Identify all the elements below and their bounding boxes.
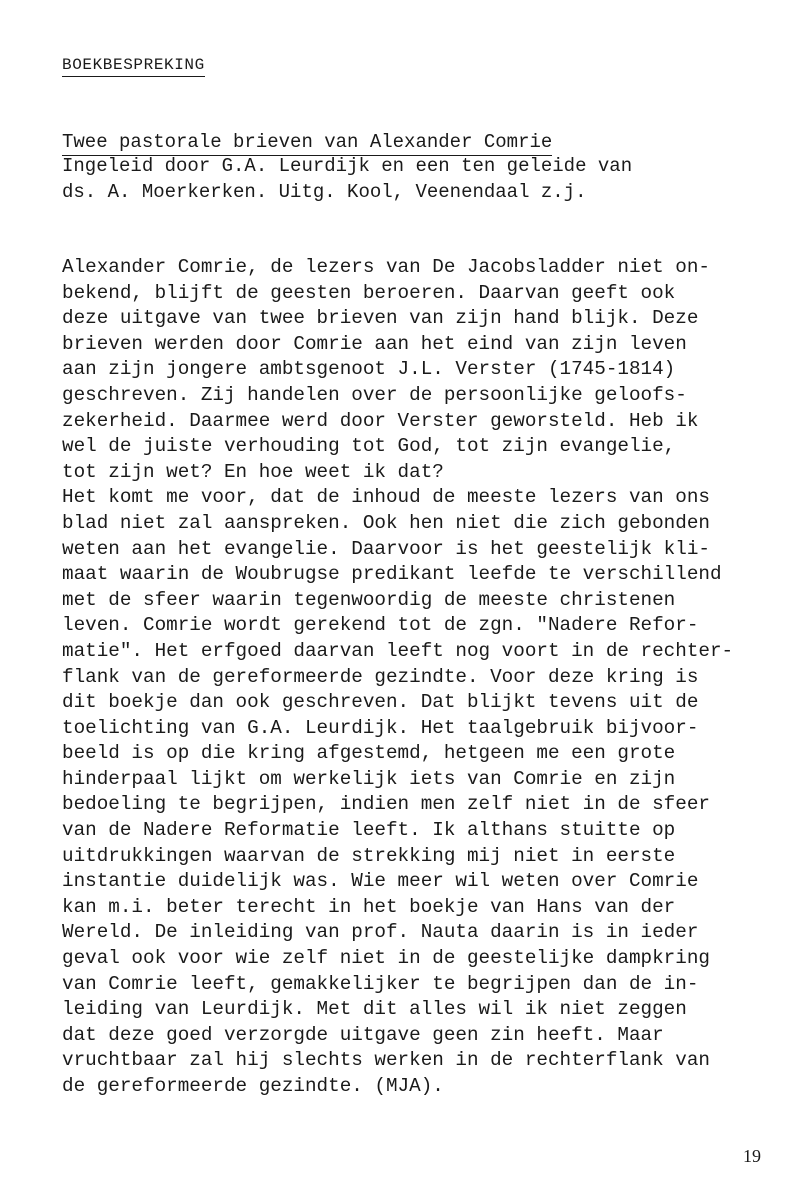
body-line: vruchtbaar zal hij slechts werken in de rechterflank van [62,1049,710,1072]
body-line: flank van de gereformeerde gezindte. Voor deze kring is [62,665,699,688]
body-line: beeld is op die kring afgestemd, hetgeen me een grote [62,742,676,765]
book-subtitle-line: ds. A. Moerkerken. Uitg. Kool, Veenendaal z.j. [62,181,587,203]
body-line: blad niet zal aanspreken. Ook hen niet die zich gebonden [62,511,710,534]
body-line: bekend, blijft de geesten beroeren. Daarvan geeft ook [62,281,676,304]
body-line: geval ook voor wie zelf niet in de geestelijke dampkring [62,947,710,970]
body-line: dit boekje dan ook geschreven. Dat blijkt tevens uit de [62,691,699,714]
body-line: weten aan het evangelie. Daarvoor is het geestelijk kli- [62,537,710,560]
body-line: bedoeling te begrijpen, indien men zelf niet in de sfeer [62,793,710,816]
book-subtitle-line: Ingeleid door G.A. Leurdijk en een ten geleide van [62,155,633,177]
body-line: hinderpaal lijkt om werkelijk iets van Comrie en zijn [62,767,676,790]
body-line: matie". Het erfgoed daarvan leeft nog voort in de rechter- [62,639,734,662]
body-line: toelichting van G.A. Leurdijk. Het taalgebruik bijvoor- [62,716,699,739]
body-line: deze uitgave van twee brieven van zijn hand blijk. Deze [62,307,699,330]
body-line: Alexander Comrie, de lezers van De Jacobsladder niet on- [62,256,710,278]
body-line: brieven werden door Comrie aan het eind van zijn leven [62,332,687,355]
body-line: zekerheid. Daarmee werd door Verster geworsteld. Heb ik [62,409,699,432]
body-line: geschreven. Zij handelen over de persoonlijke geloofs- [62,383,687,406]
body-line: van Comrie leeft, gemakkelijker te begrijpen dan de in- [62,972,699,995]
body-line: tot zijn wet? En hoe weet ik dat? [62,460,444,483]
body-line: leven. Comrie wordt gerekend tot de zgn. "Nadere Refor- [62,614,699,637]
body-line: kan m.i. beter terecht in het boekje van Hans van der [62,895,676,918]
review-body [62,255,792,1100]
body-line: Het komt me voor, dat de inhoud de meeste lezers van ons [62,486,710,509]
body-line: Wereld. De inleiding van prof. Nauta daarin is in ieder [62,921,699,944]
body-line: de gereformeerde gezindte. (MJA). [62,1075,444,1097]
body-line: met de sfeer waarin tegenwoordig de meeste christenen [62,588,676,611]
body-line: van de Nadere Reformatie leeft. Ik althans stuitte op [62,819,676,842]
body-line: instantie duidelijk was. Wie meer wil weten over Comrie [62,870,699,893]
section-heading: BOEKBESPREKING [62,55,205,77]
body-line: aan zijn jongere ambtsgenoot J.L. Verster (1745-1814) [62,358,676,381]
page-number: 19 [743,1146,761,1166]
body-line: maat waarin de Woubrugse predikant leefde te verschillend [62,563,722,586]
body-line: leiding van Leurdijk. Met dit alles wil ik niet zeggen [62,998,687,1021]
body-line: dat deze goed verzorgde uitgave geen zin heeft. Maar [62,1023,664,1046]
body-line: wel de juiste verhouding tot God, tot zijn evangelie, [62,435,676,458]
body-line: uitdrukkingen waarvan de strekking mij niet in eerste [62,844,676,867]
book-title: Twee pastorale brieven van Alexander Comrie [62,130,552,156]
